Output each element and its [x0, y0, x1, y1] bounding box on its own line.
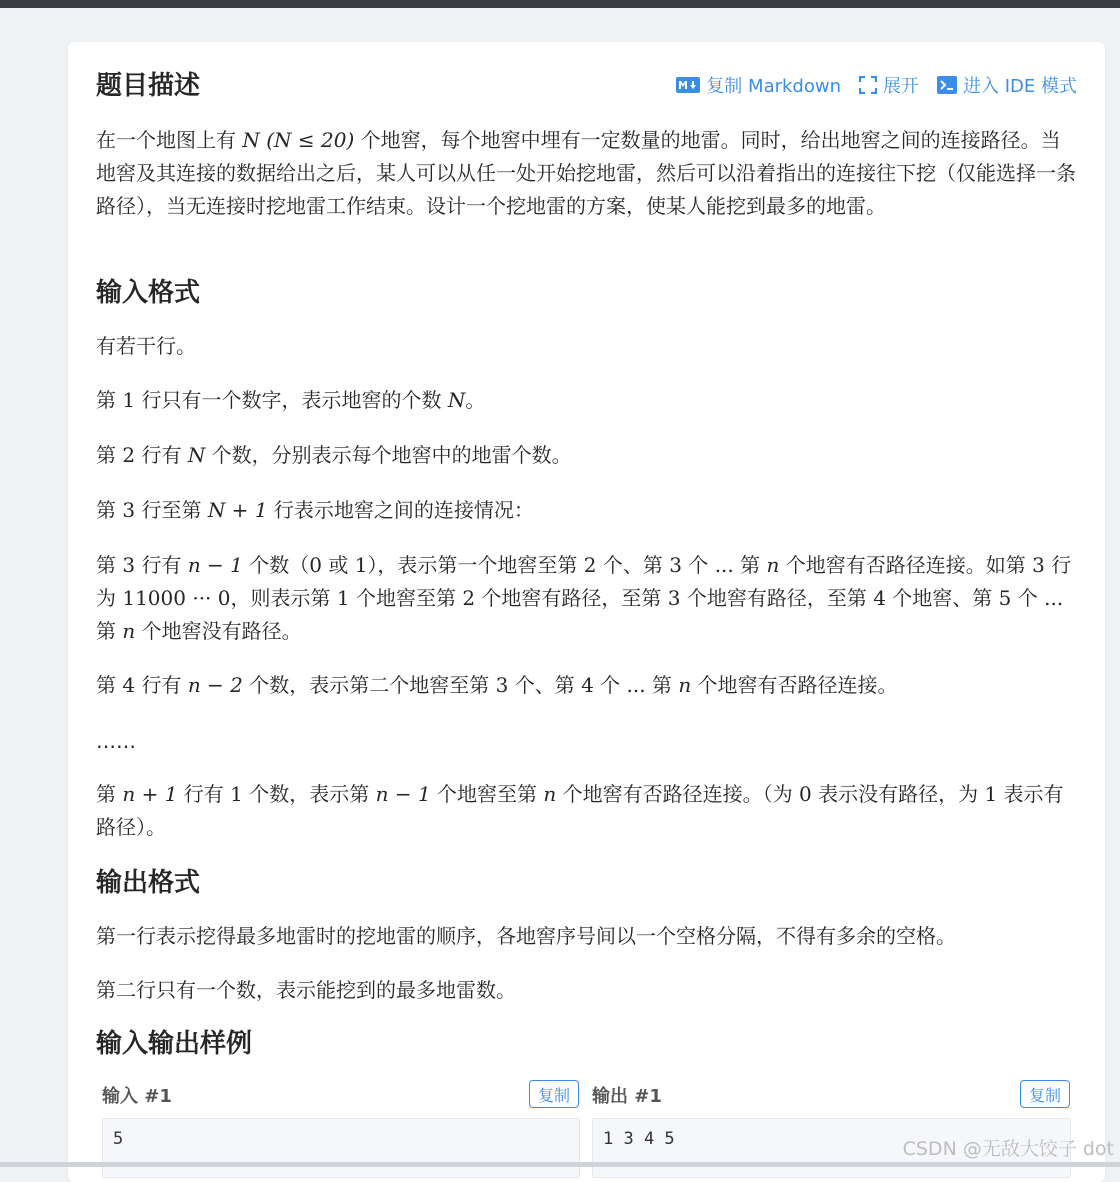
sample-input-code[interactable]: 5 — [102, 1118, 580, 1178]
page-title: 题目描述 — [96, 71, 201, 101]
input-format-title: 输入格式 — [96, 278, 201, 308]
terminal-icon — [937, 76, 957, 94]
input-format-line-5: 第 3 行有 n − 1 个数（0 或 1），表示第一个地窖至第 2 个、第 3 个 ... 第 n 个地窖有否路径连接。如第 3 行为 11000 ··· 0，则表示第 1 个地窖至第 2 个地窖有路径，至第 3 个地窖有路径，至第 4 个地窖、第 5 个 ... 第 n 个地窖没有路径。 — [96, 553, 1072, 643]
input-format-line-6: 第 4 行有 n − 2 个数，表示第二个地窖至第 3 个、第 4 个 ... 第 n 个地窖有否路径连接。 — [96, 673, 898, 697]
top-window-bar — [0, 0, 1120, 8]
description-paragraph: 在一个地图上有 N (N ≤ 20) 个地窖，每个地窖中埋有一定数量的地雷。同时，给出地窖之间的连接路径。当地窖及其连接的数据给出之后，某人可以从任一处开始挖地雷，然后可以沿着指出的连接往下挖（仅能选择一条路径），当无连接时挖地雷工作结束。设计一个挖地雷的方案，使某人能挖到最多的地雷。 — [96, 128, 1076, 218]
output-format-title: 输出格式 — [96, 868, 201, 898]
header-actions — [676, 72, 1077, 98]
expand-label: 展开 — [883, 76, 919, 97]
input-format-line-2: 第 1 行只有一个数字，表示地窖的个数 N。 — [96, 388, 486, 412]
input-format-ellipsis: …… — [96, 729, 136, 753]
enter-ide-button[interactable] — [937, 72, 1077, 98]
sample-input-label: 输入 #1 — [102, 1086, 172, 1107]
input-format-line-8: 第 n + 1 行有 1 个数，表示第 n − 1 个地窖至第 n 个地窖有否路径连接。（为 0 表示没有路径，为 1 表示有路径）。 — [96, 782, 1064, 839]
bottom-scroll-edge — [0, 1162, 1120, 1167]
sample-output-label: 输出 #1 — [592, 1086, 662, 1107]
samples-title: 输入输出样例 — [96, 1029, 253, 1059]
problem-card — [68, 42, 1105, 1182]
output-format-line-2: 第二行只有一个数，表示能挖到的最多地雷数。 — [96, 978, 516, 1002]
input-format-line-1: 有若干行。 — [96, 334, 196, 358]
copy-markdown-label: 复制 Markdown — [706, 76, 841, 97]
input-format-line-4: 第 3 行至第 N + 1 行表示地窖之间的连接情况： — [96, 498, 534, 522]
output-format-line-1: 第一行表示挖得最多地雷时的挖地雷的顺序，各地窖序号间以一个空格分隔，不得有多余的空格。 — [96, 924, 956, 948]
copy-input-button[interactable]: 复制 — [529, 1080, 579, 1108]
markdown-icon — [676, 77, 700, 93]
enter-ide-label: 进入 IDE 模式 — [963, 76, 1077, 97]
expand-icon — [859, 76, 877, 94]
csdn-watermark: CSDN @无敌大饺子 dot — [902, 1138, 1114, 1160]
copy-output-button[interactable]: 复制 — [1020, 1080, 1070, 1108]
input-format-line-3: 第 2 行有 N 个数，分别表示每个地窖中的地雷个数。 — [96, 443, 572, 467]
expand-button[interactable] — [859, 72, 919, 98]
copy-markdown-button[interactable] — [676, 72, 841, 98]
sample-output-code[interactable]: 1 3 4 5 — [592, 1118, 1071, 1178]
